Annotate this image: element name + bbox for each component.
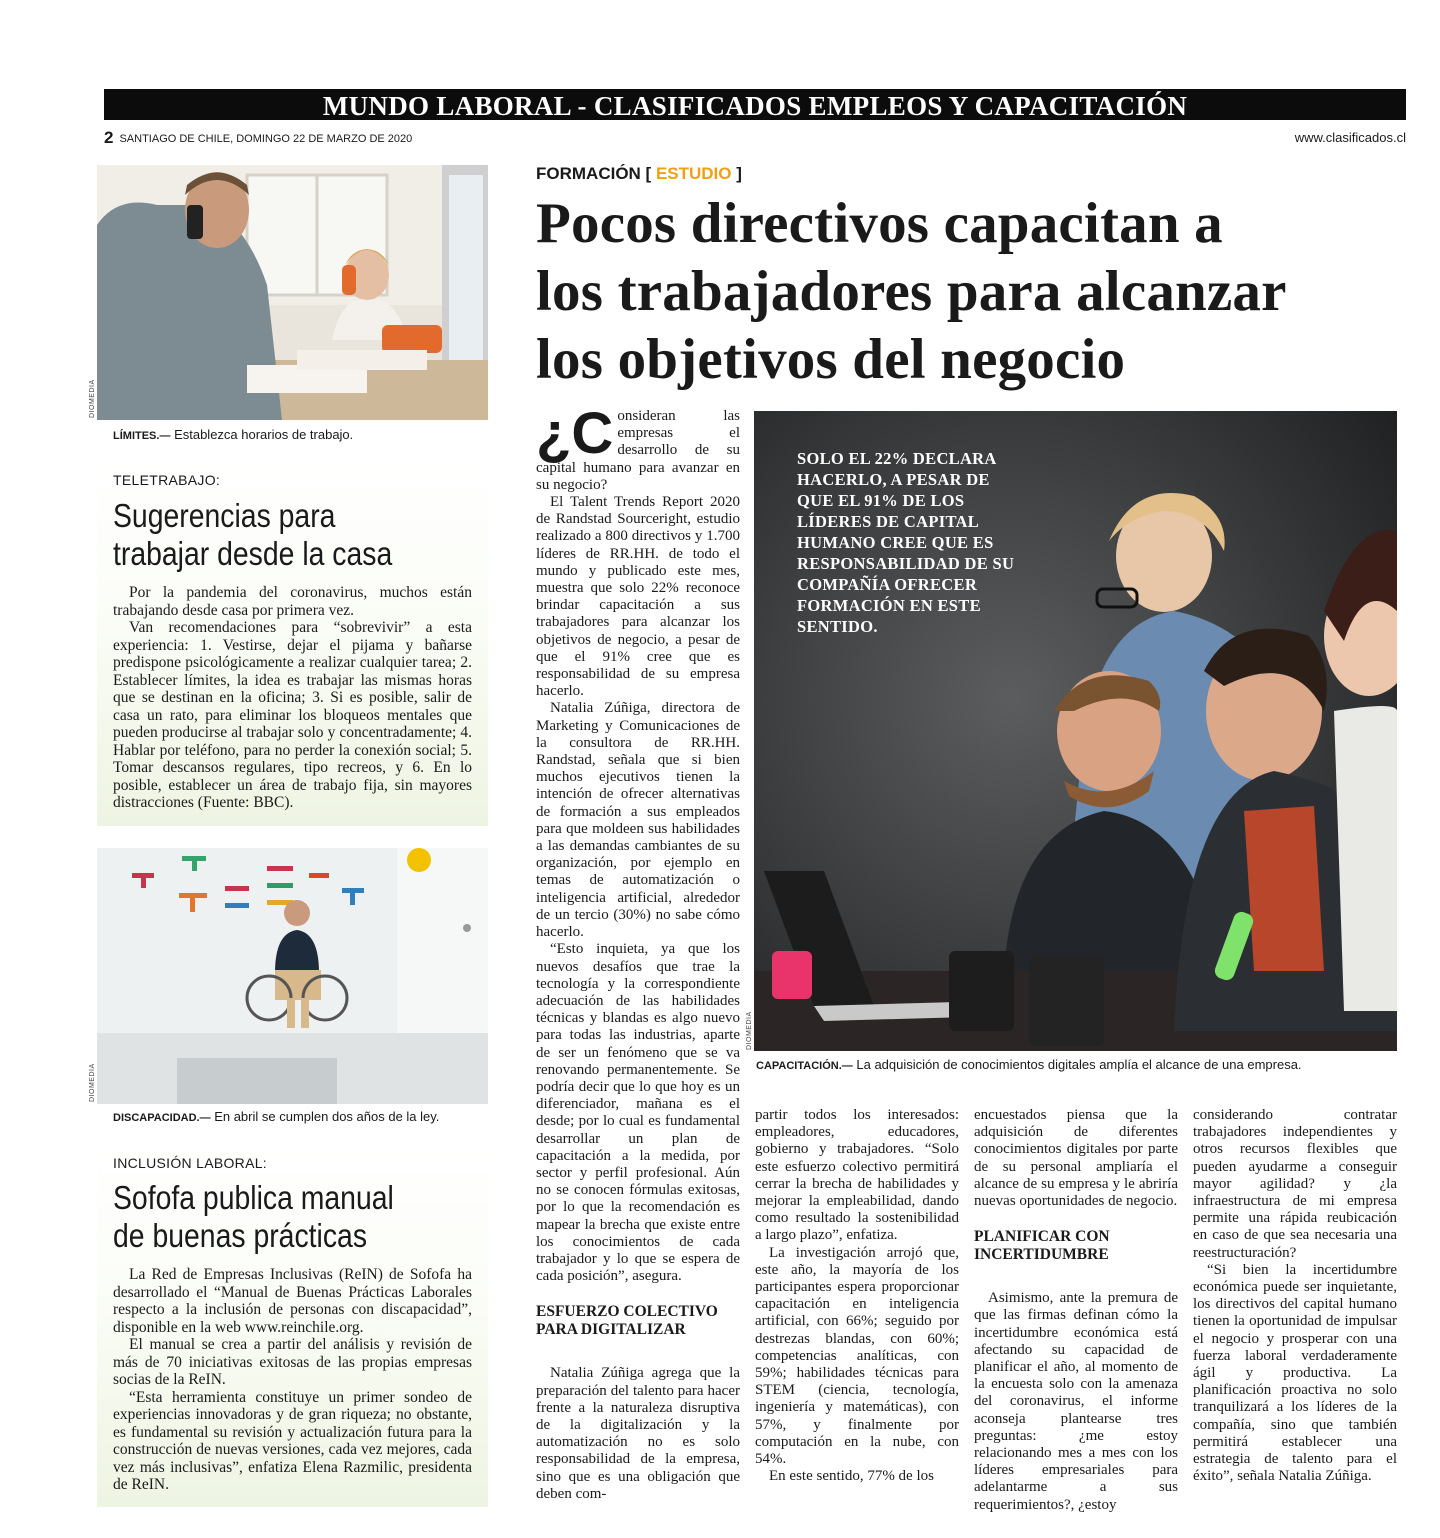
caption-label: DISCAPACIDAD.— [113,1112,211,1124]
photo-credit: DIOMEDIA [89,379,96,418]
article-column-2 [755,1107,959,1485]
story-teletrabajo [97,462,488,826]
headline-line: los trabajadores para alcanzar [536,260,1287,323]
page-info [104,128,412,148]
headline-line: Sofofa publica manual [113,1179,394,1216]
subhead-line: PARA DIGITALIZAR [536,1321,686,1339]
caption-text: La adquisición de conocimientos digitales amplía el alcance de una empresa. [852,1057,1302,1072]
paragraph: encuestados piensa que la adquisición de diferentes conocimientos digitales por parte de su personal ampliaría el alcance de su empresa y le abriría nuevas oportunidades de negocio. [974,1107,1178,1210]
paragraph: El manual se crea a partir del análisis y revisión de más de 70 iniciativas exitosas de las propias empresas socias de la ReIN. [113,1336,472,1388]
paragraph: En este sentido, 77% de los [769,1468,934,1485]
headline-line: trabajar desde la casa [113,535,393,572]
subhead [974,1228,1178,1264]
photo-caption [113,427,353,442]
paragraph: El Talent Trends Report 2020 de Randstad Sourceright, estudio realizado a 800 directivos y 1.700 líderes de RR.HH. de todo el mundo y publicado este mes, muestra que solo 22% reconoce brindar capacitación a sus trabajadores para alcanzar los objetivos de negocio, a pesar de que el 91% cree que es responsabilidad de su empresa hacerlo. [536,494,740,700]
paragraph: La Red de Empresas Inclusivas (ReIN) de Sofofa ha desarrollado el “Manual de Buenas Prácticas Laborales respecto a la inclusión de personas con discapacidad”, disponible en la web www.reinchile.org. [113,1266,472,1336]
caption-label: CAPACITACIÓN.— [756,1060,853,1072]
story-kicker: INCLUSIÓN LABORAL: [113,1155,267,1171]
section-tag: FORMACIÓN [ ESTUDIO ] [536,164,742,183]
article-column-3 [974,1107,1178,1514]
photo-caption [113,1109,439,1124]
story-kicker: TELETRABAJO: [113,472,221,488]
section-name: FORMACIÓN [536,164,641,183]
paragraph: onsideran las empresas el desarrollo de su capital humano para avanzar en su negocio? [536,408,740,493]
subhead-line: ESFUERZO COLECTIVO [536,1303,718,1321]
headline-line: Sugerencias para [113,497,336,534]
photo-caption [756,1057,1302,1072]
story-headline [113,497,392,573]
paragraph: “Esto inquieta, ya que los nuevos desafíos que trae la tecnología y la correspondiente adecuación de las habilidades técnicas y blandas es algo nuevo para todas las industrias, aparte de ser un fenómeno que se va renovando permanentemente. Se podría decir que lo que hoy es un diferenciador, mañana es el desde; por lo cual es fundamental desarrollar un plan de capacitación a la medida, por sector y perfil profesional. Aún no se conocen fórmulas exitosas, por lo que la recomendación es mapear la brecha que existe entre los conocimientos de cada trabajador y lo que se espera de cada posición”, asegura. [536,941,740,1285]
paragraph: considerando contratar trabajadores independientes y otros recursos flexibles que pueden ayudarme a conseguir mayor agilidad? y ¿la infraestructura de mi empresa permite una rápida reubicación en caso de que sea necesaria una reestructuración? [1193,1107,1397,1261]
headline-line: los objetivos del negocio [536,328,1126,391]
caption-text: Establezca horarios de trabajo. [170,427,354,442]
subhead [536,1303,740,1339]
paragraph: Asimismo, ante la premura de que las firmas definan cómo la incertidumbre económica está afectando su capacidad de planificar el año, al momento de la encuesta solo con la amenaza del coronavirus, el informe aconseja plantearse tres preguntas: ¿me estoy relacionando mes a mes con los líderes empresariales para adelantarme a sus requerimientos?, ¿estoy [974,1290,1178,1513]
story-body [113,1266,472,1494]
photo-credit: DIOMEDIA [746,1011,753,1050]
paragraph: La investigación arrojó que, este año, la mayoría de los participantes espera proporcionar capacitación en inteligencia artificial, con 66%; seguido por destrezas blandas, con 60%; competencias analíticas, con 59%; habilidades técnicas para STEM (ciencia, tecnología, ingeniería y matemáticas), con 57%, y finalmente por computación en la nube, con 54%. [755,1244,959,1468]
paragraph: Natalia Zúñiga agrega que la preparación del talento para hacer frente a la naturaleza disruptiva de la digitalización y la automatización no es solo responsabilidad de la empresa, sino que es una obligación que deben com- [536,1365,740,1502]
subhead-line: INCERTIDUMBRE [974,1246,1109,1264]
paragraph: Van recomendaciones para “sobrevivir” a esta experiencia: 1. Vestirse, dejar el pijama y bañarse predispone psicológicamente a realizar cualquier tarea; 2. Establecer límites, la idea es trabajar las mismas horas que se destinan en la oficina; 3. Si es posible, salir de casa un rato, para eliminar los bloqueos mentales que pueden producirse al trabajar solo y concentradamente; 4. Hablar por teléfono, para no perder la conexión social; 5. Tomar descansos regulares, tipo recreos, y 6. En lo posible, establecer un área de trabajo fija, sin mayores distracciones (Fuente: BBC). [113,619,472,811]
paragraph: “Esta herramienta constituye un primer sondeo de experiencias innovadoras y de gran riqueza; no obstante, es fundamental su revisión y actualización futura para la construcción de nuevas versiones, cada vez mejores, cada vez más inclusivas”, enfatiza Elena Razmilic, presidenta de ReIN. [113,1388,472,1493]
paragraph: Por la pandemia del coronavirus, muchos están trabajando desde casa por primera vez. [113,584,472,619]
article-column-4 [1193,1107,1397,1485]
dropcap: ¿C [536,401,614,466]
photo-father-child-phone [97,165,488,420]
photo-overlay-quote: SOLO EL 22% DECLARA HACERLO, A PESAR DE QUE EL 91% DE LOS LÍDERES DE CAPITAL HUMANO CREE QUE ES RESPONSABILIDAD DE SU COMPAÑÍA OFRECER FORMACIÓN EN ESTE SENTIDO. [797,449,1015,636]
section-banner: MUNDO LABORAL - CLASIFICADOS EMPLEOS Y CAPACITACIÓN [104,89,1406,120]
subhead-line: PLANIFICAR CON [974,1228,1110,1246]
headline-line: de buenas prácticas [113,1217,368,1254]
photo-credit: DIOMEDIA [89,1063,96,1102]
caption-text: En abril se cumplen dos años de la ley. [210,1109,440,1124]
dateline: SANTIAGO DE CHILE, DOMINGO 22 DE MARZO DE 2020 [119,133,413,145]
story-headline [113,1179,394,1255]
paragraph: “Si bien la incertidumbre económica puede ser inquietante, los directivos del capital humano tienen la oportunidad de impulsar el negocio y prosperar con una fuerza laboral verdaderamente ágil y productiva. La planificación proactiva no solo tranquilizará a los líderes de la compañía, sino que también permitirá establecer una estrategia de talento para el éxito”, señala Natalia Zúñiga. [1193,1261,1397,1485]
headline-line: Pocos directivos capacitan a [536,192,1223,255]
section-subtag: ESTUDIO [655,164,732,183]
story-inclusion [97,1145,488,1507]
page-number: 2 [104,128,114,147]
main-headline [536,190,1287,394]
article-column-1 [536,401,740,1503]
website-url: www.clasificados.cl [1294,130,1406,145]
paragraph: partir todos los interesados: empleadores, educadores, gobierno y trabajadores. “Solo este esfuerzo colectivo permitirá cerrar la brecha de habilidades y mejorar la empleabilidad, dando como resultado la sostenibilidad a largo plazo”, enfatiza. [755,1107,959,1244]
paragraph: Natalia Zúñiga, directora de Marketing y Comunicaciones de la consultora de RR.HH. Randstad, señala que si bien muchos ejecutivos tienen la intención de ofrecer alternativas de formación a sus empleados para que moldeen sus habilidades a las demandas cambiantes de su organización, por ejemplo en temas de automatización o inteligencia artificial, alrededor de un tercio (30%) no sabe cómo hacerlo. [536,700,740,941]
caption-label: LÍMITES.— [113,430,171,442]
photo-man-wheelchair [97,848,488,1104]
story-body [113,584,472,812]
